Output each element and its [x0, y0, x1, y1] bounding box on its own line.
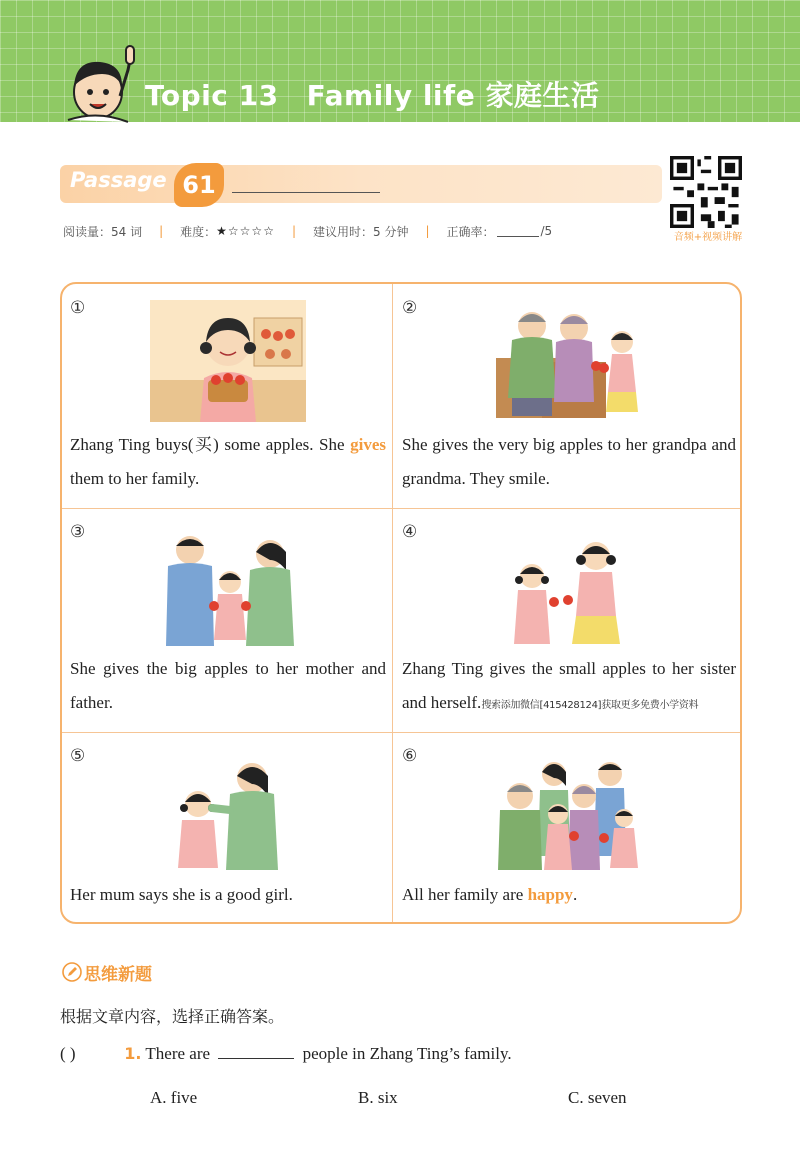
- watermark-text: 搜索添加微信[415428124]获取更多免费小学资料: [481, 700, 699, 711]
- cell-number: ④: [402, 522, 418, 541]
- story-text-3: She gives the big apples to her mother and father.: [70, 659, 386, 712]
- cell-number: ⑥: [402, 746, 418, 765]
- qr-code-icon[interactable]: [670, 156, 742, 228]
- question-text-after: people in Zhang Ting’s family.: [302, 1044, 512, 1063]
- story-text-part: All her family are: [402, 885, 528, 904]
- separator: |: [159, 224, 164, 238]
- separator: |: [425, 224, 430, 238]
- story-panel: [60, 282, 742, 924]
- story-text-2: She gives the very big apples to her grandpa and grandma. They smile.: [402, 435, 736, 488]
- story-text-5: Her mum says she is a good girl.: [70, 885, 293, 904]
- grandparents-illustration: [490, 302, 650, 424]
- fill-blank[interactable]: [218, 1045, 294, 1059]
- separator: |: [291, 224, 296, 238]
- story-text-part: Zhang Ting buys(买) some apples. She: [70, 435, 351, 454]
- passage-number: 61: [174, 163, 224, 207]
- cell-number: ⑤: [70, 746, 86, 765]
- mum-praising-illustration: [168, 754, 288, 872]
- option-b[interactable]: B. six: [358, 1088, 398, 1107]
- option-a[interactable]: A. five: [150, 1088, 198, 1107]
- story-text-part: them to her family.: [70, 469, 200, 488]
- topic-title: [145, 74, 599, 114]
- topic-name: Family life 家庭生活: [306, 79, 600, 112]
- story-text-6: [402, 878, 736, 912]
- instruction-text: 根据文章内容，选择正确答案。: [60, 1007, 285, 1026]
- highlight-word: happy: [527, 885, 573, 904]
- difficulty-label: 难度：: [180, 224, 217, 239]
- option-c[interactable]: C. seven: [568, 1088, 627, 1107]
- word-count: 阅读量：54 词: [63, 224, 143, 239]
- pencil-badge-icon: [62, 962, 82, 982]
- answer-parentheses[interactable]: ( ): [60, 1044, 76, 1063]
- passage-label: Passage: [70, 168, 167, 192]
- parents-illustration: [148, 530, 308, 650]
- grid-divider: [392, 284, 393, 924]
- section-title: 思维新题: [84, 965, 152, 985]
- grid-divider: [62, 508, 742, 509]
- passage-title-line: [232, 192, 380, 193]
- story-text-part: Zhang Ting gives the small apples to her sister and herself.: [402, 659, 736, 712]
- cell-number: ③: [70, 522, 86, 541]
- difficulty-stars: ★☆☆☆☆: [216, 224, 275, 238]
- accuracy-blank[interactable]: [497, 225, 539, 237]
- story-text-part: .: [572, 885, 578, 904]
- qr-caption: 音频+视频讲解: [673, 232, 743, 243]
- girl-with-apples-illustration: [150, 300, 306, 422]
- question-number: 1.: [124, 1044, 142, 1063]
- suggested-time: 建议用时：5 分钟: [313, 224, 409, 239]
- story-text-4: [402, 652, 736, 723]
- topic-number: Topic 13: [145, 79, 279, 112]
- happy-family-illustration: [492, 756, 642, 872]
- boy-mascot-icon: [58, 40, 148, 130]
- question-text-before: There are: [145, 1044, 211, 1063]
- highlight-word: gives: [350, 435, 386, 454]
- reading-info-row: [63, 222, 552, 240]
- sisters-illustration: [502, 532, 632, 648]
- accuracy-total: /5: [540, 224, 553, 238]
- grid-divider: [62, 732, 742, 733]
- cell-number: ①: [70, 298, 86, 317]
- question-1: [60, 1044, 512, 1064]
- story-text-1: [70, 428, 386, 496]
- accuracy-label: 正确率：: [446, 224, 495, 239]
- cell-number: ②: [402, 298, 418, 317]
